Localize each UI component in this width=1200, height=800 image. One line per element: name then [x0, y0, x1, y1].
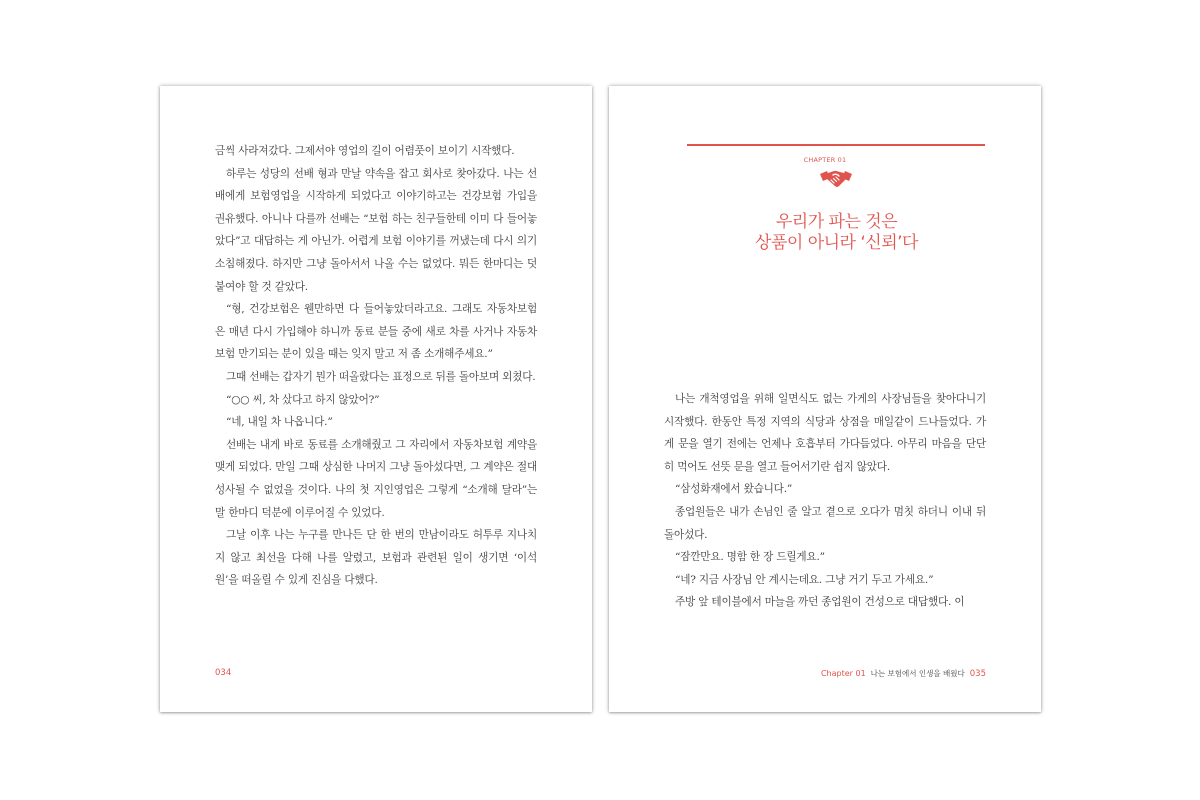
footer-book-title: 나는 보험에서 인생을 배웠다: [870, 669, 965, 678]
handshake-icon: [819, 168, 853, 192]
chapter-rule: [687, 144, 985, 146]
paragraph: 그날 이후 나는 누구를 만나든 단 한 번의 만남이라도 허투루 지나치지 않고 최선을 다해 나를 알렸고, 보험과 관련된 일이 생기면 ‘이석원’을 떠올릴 수 있게 진심을 다했다.: [215, 529, 537, 587]
left-page: [160, 86, 592, 712]
paragraph: 선배는 내게 바로 동료를 소개해줬고 그 자리에서 자동차보험 계약을 맺게 되었다. 만일 그때 상심한 나머지 그냥 돌아섰다면, 그 계약은 절대 성사될 수 없었을 것이다. 나의 첫 지인영업은 그렇게 “소개해 달라”는 말 한마디 덕분에 이루어질 수 있었다.: [215, 438, 537, 519]
running-footer: [821, 668, 986, 679]
paragraph: “형, 건강보험은 웬만하면 다 들어놓았더라고요. 그래도 자동차보험은 매년 다시 가입해야 하니까 동료 분들 중에 새로 차를 사거나 자동차보험 만기되는 분이 있을 때는 잊지 말고 저 좀 소개해주세요.”: [215, 303, 537, 361]
paragraph: 나는 개척영업을 위해 일면식도 없는 가게의 사장님들을 찾아다니기 시작했다. 한동안 특정 지역의 식당과 상점을 매일같이 드나들었다. 가게 문을 열기 전에는 언제나 호흡부터 가다듬었다. 아무리 마음을 단단히 먹어도 선뜻 문을 열고 들어서기란 쉽지 않았다.: [664, 393, 986, 473]
paragraph: 주방 앞 테이블에서 마늘을 까던 종업원이 건성으로 대답했다. 이: [675, 596, 965, 609]
chapter-label: CHAPTER 01: [803, 156, 847, 164]
paragraph: 금씩 사라져갔다. 그제서야 영업의 길이 어렴풋이 보이기 시작했다.: [215, 145, 515, 157]
page-number-left: 034: [215, 668, 232, 678]
paragraph: “○○ 씨, 차 샀다고 하지 않았어?”: [226, 393, 380, 406]
paragraph: 종업원들은 내가 손님인 줄 알고 곁으로 오다가 멈칫 하더니 이내 뒤돌아섰다.: [664, 505, 986, 541]
left-body-text: [215, 140, 537, 592]
paragraph: 하루는 성당의 선배 형과 만날 약속을 잡고 회사로 찾아갔다. 나는 선배에게 보험영업을 시작하게 되었다고 이야기하고는 건강보험 가입을 권유했다. 아니나 다를까 선배는 “보험 하는 친구들한테 이미 다 들어놓았다”고 대답하는 게 아닌가. 어렵게 보험 이야기를 꺼냈는데 다시 의기소침해졌다. 하지만 그냥 돌아서서 나올 수는 없었다. 뭐든 한마디는 덧붙여야 할 것 같았다.: [215, 167, 537, 293]
right-page: [609, 86, 1041, 712]
paragraph: “네, 내일 차 나옵니다.”: [226, 416, 333, 429]
page-number-right: 035: [969, 669, 986, 679]
paragraph: “잠깐만요. 명함 한 장 드릴게요.”: [675, 551, 825, 564]
paragraph: “삼성화재에서 왔습니다.”: [675, 483, 793, 496]
chapter-title-line: 우리가 파는 것은: [775, 212, 898, 232]
right-body-text: [664, 388, 986, 614]
paragraph: “네? 지금 사장님 안 계시는데요. 그냥 거기 두고 가세요.”: [675, 573, 934, 586]
paragraph: 그때 선배는 갑자기 뭔가 떠올랐다는 표정으로 뒤를 돌아보며 외쳤다.: [226, 370, 536, 383]
chapter-title: [609, 212, 1064, 254]
chapter-title-line: 상품이 아니라 ‘신뢰’다: [755, 233, 918, 253]
footer-chapter: Chapter 01: [820, 669, 866, 678]
